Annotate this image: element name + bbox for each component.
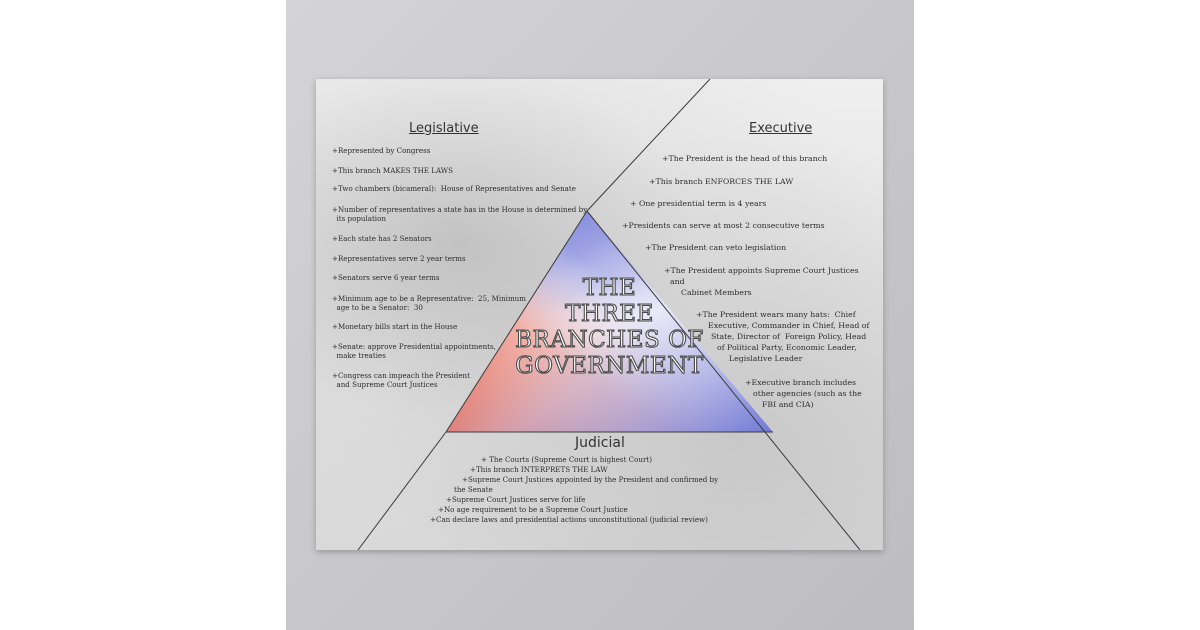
list-item: +Representatives serve 2 year terms [332,254,466,263]
divider-lower-left [358,432,446,550]
list-item: +Executive branch includes [745,378,857,387]
list-item: make treaties [332,351,386,360]
list-item: +Monetary bills start in the House [332,322,458,331]
divider-right [587,79,710,211]
list-item: Executive, Commander in Chief, Head of [708,321,870,330]
list-item: other agencies (such as the [753,389,862,398]
legislative-heading: Legislative [409,121,479,136]
list-item: + One presidential term is 4 years [630,199,767,208]
list-item: +No age requirement to be a Supreme Court Justice [438,505,628,514]
title-line: GOVERNMENT [515,353,704,379]
list-item: its population [332,214,386,223]
judicial-heading: Judicial [575,435,625,451]
executive-heading: Executive [749,121,813,136]
list-item: +Minimum age to be a Representative: 25, Minimum [332,294,526,303]
list-item: +This branch INTERPRETS THE LAW [470,465,608,474]
list-item: +This branch ENFORCES THE LAW [649,177,794,186]
list-item: +Two chambers (bicameral): House of Representatives and Senate [332,184,576,193]
list-item: +The President appoints Supreme Court Justices [664,266,859,275]
poster [316,79,883,550]
list-item: +Congress can impeach the President [332,371,470,380]
list-item: +Number of representatives a state has in the House is determined by [332,205,588,214]
list-item: +Senate: approve Presidential appointments, [332,342,496,351]
title-line: THE [582,275,637,301]
list-item: +Can declare laws and presidential actions unconstitutional (judicial review) [430,515,708,524]
title-line: THREE [565,301,654,327]
list-item: of Political Party, Economic Leader, [717,343,857,352]
list-item: +The President wears many hats: Chief [696,310,856,319]
list-item: Legislative Leader [729,354,803,363]
list-item: +The President can veto legislation [645,243,787,252]
list-item: +Supreme Court Justices serve for life [446,495,586,504]
list-item: FBI and CIA) [762,400,814,409]
list-item: the Senate [454,485,493,494]
list-item: and Supreme Court Justices [332,380,438,389]
list-item: +Supreme Court Justices appointed by the President and confirmed by [462,475,719,484]
list-item: Cabinet Members [681,288,752,297]
list-item: +This branch MAKES THE LAWS [332,166,453,175]
list-item: + The Courts (Supreme Court is highest Court) [481,455,652,464]
list-item: +Represented by Congress [332,146,431,155]
list-item: +Presidents can serve at most 2 consecutive terms [622,221,825,230]
list-item: +Each state has 2 Senators [332,234,432,243]
list-item: age to be a Senator: 30 [332,303,423,312]
title-line: BRANCHES OF [515,327,704,353]
list-item: State, Director of Foreign Policy, Head [711,332,867,341]
list-item: and [670,277,685,286]
list-item: +Senators serve 6 year terms [332,273,440,282]
list-item: +The President is the head of this branch [662,154,828,163]
